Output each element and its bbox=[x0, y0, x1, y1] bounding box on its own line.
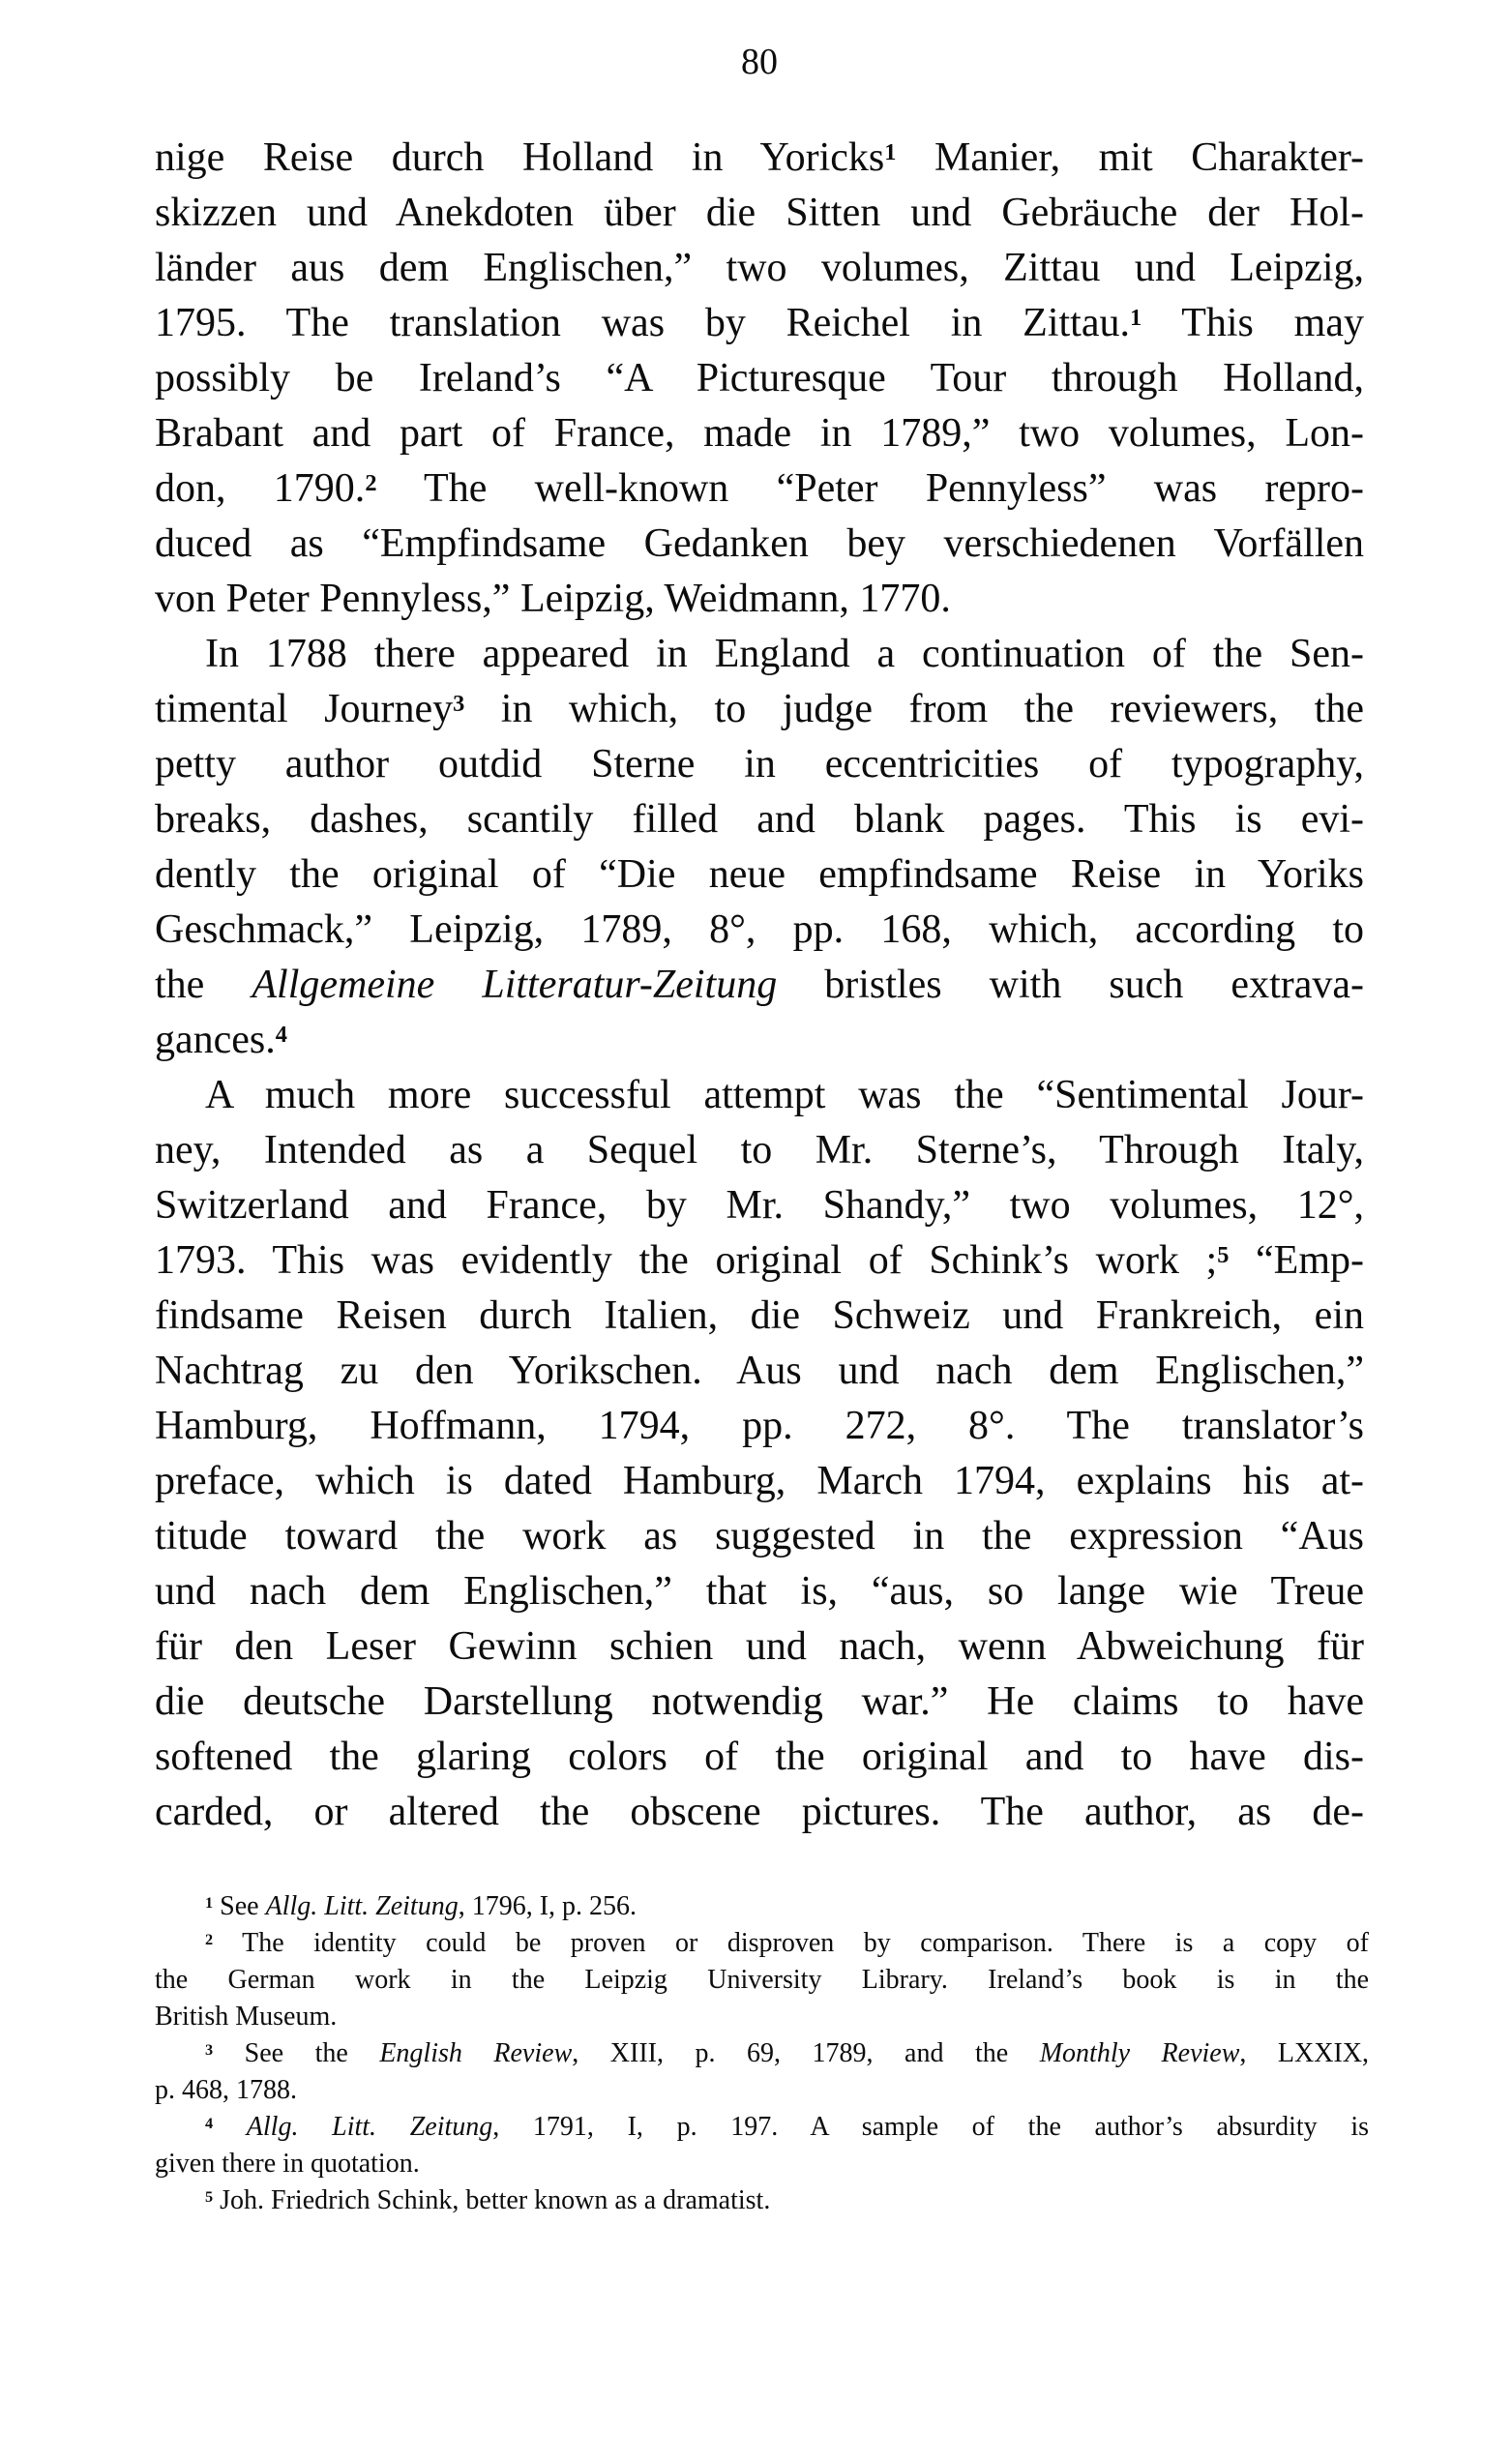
main-text bbox=[155, 131, 1364, 1840]
footnote-line bbox=[155, 1962, 1369, 1999]
text-segment: in which, to judge from the reviewers, the bbox=[464, 687, 1364, 731]
footnote-marker: 3 bbox=[453, 691, 465, 718]
page-number: 80 bbox=[741, 42, 778, 82]
footnote-marker: 5 bbox=[205, 2187, 214, 2206]
text-line bbox=[155, 1344, 1364, 1399]
footnote-marker: 1 bbox=[884, 139, 897, 166]
text-line bbox=[155, 296, 1364, 351]
text-segment: This may bbox=[1141, 301, 1364, 345]
text-segment: the German work in the Leipzig University Library. Ireland’s book is in the bbox=[155, 1965, 1369, 1995]
text-segment: British Museum. bbox=[155, 2002, 338, 2032]
text-segment: titude toward the work as suggested in the expression “Aus bbox=[155, 1514, 1364, 1558]
footnote-marker: 1 bbox=[1129, 305, 1142, 332]
text-segment: Switzerland and France, by Mr. Shandy,” two volumes, 12°, bbox=[155, 1183, 1364, 1228]
footnote-marker: 1 bbox=[205, 1893, 214, 1912]
text-line bbox=[155, 1123, 1364, 1178]
text-segment: nige Reise durch Holland in Yoricks bbox=[155, 135, 885, 180]
footnote-line bbox=[155, 2182, 1369, 2219]
text-line bbox=[155, 351, 1364, 406]
text-segment: skizzen und Anekdoten über die Sitten und Gebräuche der Hol- bbox=[155, 191, 1364, 235]
footnote-marker: 4 bbox=[205, 2114, 214, 2132]
footnote-marker: 2 bbox=[365, 470, 377, 497]
text-line bbox=[155, 792, 1364, 847]
text-segment: possibly be Ireland’s “A Picturesque Tour through Holland, bbox=[155, 356, 1364, 401]
text-line bbox=[155, 737, 1364, 792]
text-line bbox=[155, 1454, 1364, 1509]
text-segment: dently the original of “Die neue empfindsame Reise in Yoriks bbox=[155, 852, 1364, 897]
text-segment: die deutsche Darstellung notwendig war.” He claims to have bbox=[155, 1679, 1364, 1724]
text-line bbox=[155, 1233, 1364, 1289]
text-segment: Hamburg, Hoffmann, 1794, pp. 272, 8°. The translator’s bbox=[155, 1404, 1364, 1448]
text-line bbox=[155, 406, 1364, 461]
text-line bbox=[155, 847, 1364, 903]
text-segment: the bbox=[155, 963, 252, 1007]
text-line bbox=[155, 903, 1364, 958]
text-segment: duced as “Empfindsame Gedanken bey verschiedenen Vorfällen bbox=[155, 521, 1364, 566]
text-line bbox=[155, 1564, 1364, 1619]
text-line bbox=[155, 1619, 1364, 1675]
text-segment: , 1791, I, p. 197. A sample of the author’s absurdity is bbox=[492, 2112, 1369, 2142]
text-line bbox=[155, 958, 1364, 1013]
italic-title-segment: Allgemeine Litteratur-Zeitung bbox=[252, 963, 778, 1007]
text-segment: The identity could be proven or disproven by comparison. There is a copy of bbox=[213, 1928, 1369, 1958]
footnotes-section bbox=[155, 1888, 1369, 2219]
footnote-line bbox=[155, 2035, 1369, 2072]
text-line bbox=[155, 461, 1364, 517]
text-segment: “Emp- bbox=[1229, 1238, 1364, 1283]
text-segment: softened the glaring colors of the original and to have dis- bbox=[155, 1735, 1364, 1779]
text-line bbox=[155, 1289, 1364, 1344]
text-line bbox=[155, 186, 1364, 241]
text-segment: bristles with such extrava- bbox=[777, 963, 1364, 1007]
text-segment: für den Leser Gewinn schien und nach, wenn Abweichung für bbox=[155, 1624, 1364, 1669]
text-segment: See the bbox=[213, 2038, 380, 2068]
text-segment: don, 1790. bbox=[155, 466, 366, 511]
text-line bbox=[155, 1178, 1364, 1233]
text-line bbox=[155, 1068, 1364, 1123]
text-line bbox=[155, 1013, 1364, 1068]
text-segment: A much more successful attempt was the “Sentimental Jour- bbox=[205, 1073, 1364, 1117]
footnote-marker: 3 bbox=[205, 2040, 214, 2059]
text-segment: p. 468, 1788. bbox=[155, 2075, 297, 2105]
footnote-line bbox=[155, 2146, 1369, 2182]
text-segment: Manier, mit Charakter- bbox=[896, 135, 1364, 180]
footnote-marker: 5 bbox=[1217, 1242, 1230, 1269]
text-line bbox=[155, 627, 1364, 682]
italic-title-segment: Allg. Litt. Zeitung bbox=[265, 1891, 459, 1921]
text-segment: und nach dem Englischen,” that is, “aus, so lange wie Treue bbox=[155, 1569, 1364, 1614]
text-line bbox=[155, 1675, 1364, 1730]
footnote-line bbox=[155, 2072, 1369, 2109]
text-segment: , 1796, I, p. 256. bbox=[458, 1891, 637, 1921]
text-segment: , XIII, p. 69, 1789, and the bbox=[572, 2038, 1040, 2068]
text-segment: Brabant and part of France, made in 1789,” two volumes, Lon- bbox=[155, 411, 1364, 456]
text-segment: timental Journey bbox=[155, 687, 454, 731]
text-line bbox=[155, 1785, 1364, 1840]
text-segment: , LXXIX, bbox=[1239, 2038, 1369, 2068]
text-line bbox=[155, 1399, 1364, 1454]
text-segment: Joh. Friedrich Schink, better known as a dramatist. bbox=[213, 2185, 771, 2215]
footnote-line bbox=[155, 2109, 1369, 2146]
footnote-marker: 2 bbox=[205, 1930, 214, 1948]
text-line bbox=[155, 572, 1364, 627]
text-segment: gances. bbox=[155, 1018, 276, 1062]
text-segment: Geschmack,” Leipzig, 1789, 8°, pp. 168, which, according to bbox=[155, 907, 1364, 952]
text-segment: petty author outdid Sterne in eccentricities of typography, bbox=[155, 742, 1364, 786]
text-segment: 1795. The translation was by Reichel in Zittau. bbox=[155, 301, 1130, 345]
text-segment: 1793. This was evidently the original of Schink’s work ; bbox=[155, 1238, 1218, 1283]
text-segment: preface, which is dated Hamburg, March 1794, explains his at- bbox=[155, 1459, 1364, 1503]
text-segment: In 1788 there appeared in England a continuation of the Sen- bbox=[205, 632, 1364, 676]
text-segment: findsame Reisen durch Italien, die Schweiz und Frankreich, ein bbox=[155, 1293, 1364, 1338]
text-segment: ney, Intended as a Sequel to Mr. Sterne’s, Through Italy, bbox=[155, 1128, 1364, 1172]
text-segment: von Peter Pennyless,” Leipzig, Weidmann, 1770. bbox=[155, 577, 951, 621]
text-line bbox=[155, 1730, 1364, 1785]
text-segment: breaks, dashes, scantily filled and blank pages. This is evi- bbox=[155, 797, 1364, 842]
footnote-marker: 4 bbox=[275, 1022, 287, 1049]
text-line bbox=[155, 682, 1364, 737]
text-segment: carded, or altered the obscene pictures. The author, as de- bbox=[155, 1790, 1364, 1834]
text-line bbox=[155, 1509, 1364, 1564]
text-segment: given there in quotation. bbox=[155, 2149, 420, 2179]
text-line bbox=[155, 517, 1364, 572]
text-segment bbox=[213, 2112, 247, 2142]
text-segment: länder aus dem Englischen,” two volumes, Zittau und Leipzig, bbox=[155, 246, 1364, 290]
text-segment: See bbox=[213, 1891, 266, 1921]
italic-title-segment: English Review bbox=[379, 2038, 573, 2068]
footnote-line bbox=[155, 1888, 1369, 1925]
text-segment: The well-known “Peter Pennyless” was repro- bbox=[376, 466, 1364, 511]
footnote-line bbox=[155, 1999, 1369, 2035]
text-line bbox=[155, 131, 1364, 186]
italic-title-segment: Monthly Review bbox=[1039, 2038, 1240, 2068]
text-line bbox=[155, 241, 1364, 296]
footnote-line bbox=[155, 1925, 1369, 1962]
text-segment: Nachtrag zu den Yorikschen. Aus und nach dem Englischen,” bbox=[155, 1349, 1364, 1393]
italic-title-segment: Allg. Litt. Zeitung bbox=[246, 2112, 493, 2142]
